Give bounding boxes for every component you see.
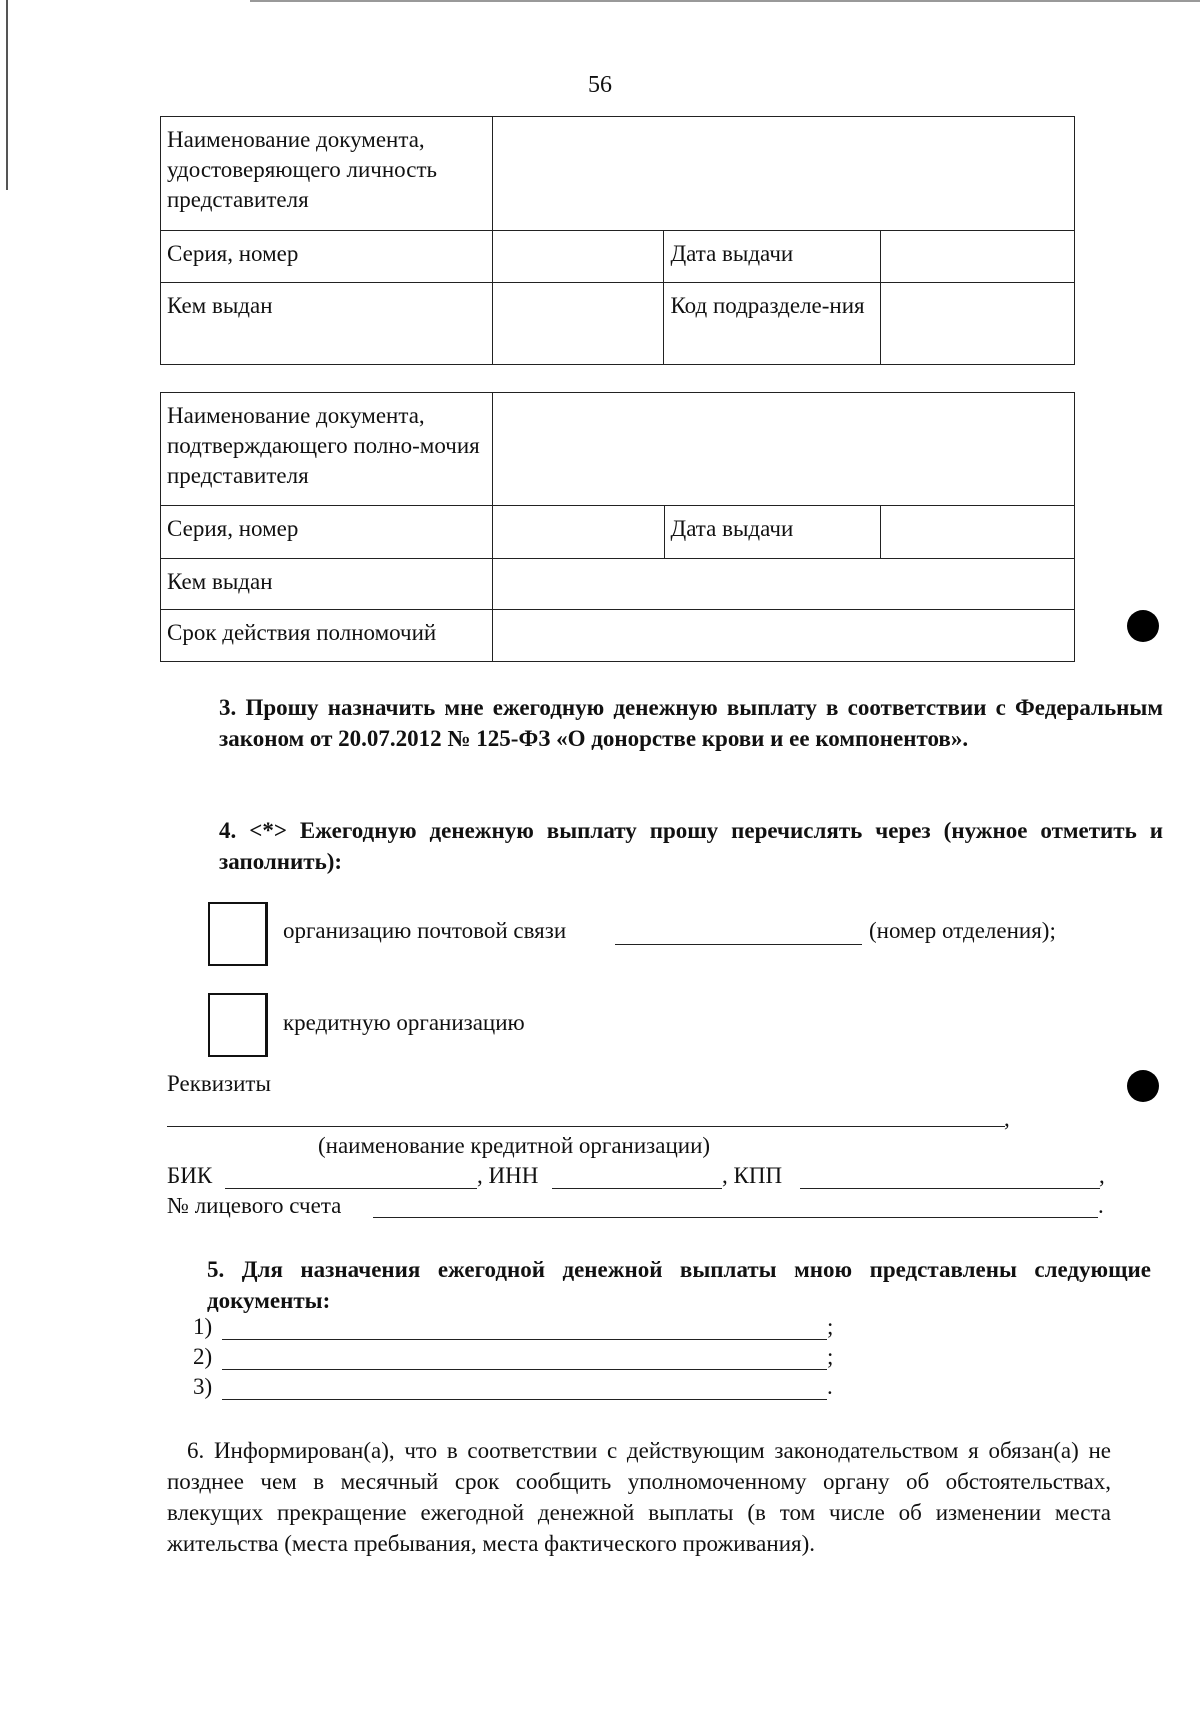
inn-label: , ИНН [477, 1163, 539, 1188]
division-code-field[interactable] [881, 283, 1075, 365]
section-3-text: 3. Прошу назначить мне ежегодную денежную выплату в соответствии с Федеральным законом от 20.07.2012 № 125-ФЗ «О донорстве крови и ее компонентов». [219, 695, 1163, 751]
section-5-text: 5. Для назначения ежегодной денежной выплаты мною представлены следующие документы: [207, 1257, 1151, 1313]
document-item-3-number: 3) [193, 1374, 213, 1399]
account-label: № лицевого счета [167, 1193, 342, 1218]
doc-name-label: Наименование документа, удостоверяющего личность представителя [161, 117, 493, 231]
bik-line[interactable] [225, 1188, 477, 1189]
kpp-line[interactable] [800, 1188, 1100, 1189]
series-number-field[interactable] [492, 231, 664, 283]
bik-label: БИК [167, 1163, 213, 1188]
account-line[interactable] [373, 1217, 1098, 1218]
section-4-text: 4. <*> Ежегодную денежную выплату прошу перечислять через (нужное отметить и заполнить): [219, 818, 1163, 874]
requisites-label: Реквизиты [167, 1071, 271, 1096]
authority-issue-date-field[interactable] [881, 506, 1075, 559]
kpp-label: , КПП [722, 1163, 783, 1188]
issue-date-label: Дата выдачи [664, 231, 881, 283]
inn-line[interactable] [552, 1188, 722, 1189]
authority-issue-date-label: Дата выдачи [664, 506, 881, 559]
bank-name-caption: (наименование кредитной организации) [318, 1133, 711, 1158]
authority-term-label: Срок действия полномочий [161, 610, 493, 662]
account-line-end: . [1098, 1193, 1104, 1218]
series-number-label: Серия, номер [161, 231, 493, 283]
doc-name-field[interactable] [492, 117, 1074, 231]
document-item-2-line[interactable] [222, 1369, 827, 1370]
credit-org-option-label: кредитную организацию [283, 1010, 525, 1035]
post-office-checkbox[interactable] [208, 902, 268, 966]
issued-by-field[interactable] [492, 283, 664, 365]
credit-org-checkbox[interactable] [208, 993, 268, 1057]
authority-doc-name-field[interactable] [492, 393, 1074, 506]
post-office-option-label: организацию почтовой связи [283, 918, 567, 943]
page-edge-top [250, 0, 1200, 2]
division-code-label: Код подразделе-ния [664, 283, 881, 365]
section-6-text: 6. Информирован(а), что в соответствии с действующим законодательством я обязан(а) не позднее чем в месячный срок сообщить уполномоченному органу об обстоятельствах, влекущих прекращение ежегодной денежной выплаты (в том числе об изменении места жительства (места пребывания, места фактического проживания). [167, 1438, 1111, 1556]
page-number: 56 [588, 72, 612, 98]
document-item-3-line[interactable] [222, 1399, 827, 1400]
issued-by-label: Кем выдан [161, 283, 493, 365]
authority-term-field[interactable] [492, 610, 1074, 662]
document-item-1-end: ; [827, 1314, 834, 1339]
bank-name-line[interactable] [167, 1126, 1005, 1127]
authority-series-number-field[interactable] [492, 506, 664, 559]
document-item-1-number: 1) [193, 1314, 213, 1339]
authority-series-number-label: Серия, номер [161, 506, 493, 559]
document-item-2-end: ; [827, 1344, 834, 1369]
bank-name-line-end: , [1004, 1106, 1010, 1131]
post-office-number-caption: (номер отделения); [869, 918, 1056, 943]
representative-id-table [160, 116, 1075, 365]
kpp-line-end: , [1099, 1163, 1105, 1188]
authority-doc-name-label: Наименование документа, подтверждающего полно-мочия представителя [161, 393, 493, 506]
document-item-3-end: . [827, 1374, 833, 1399]
document-item-2-number: 2) [193, 1344, 213, 1369]
authority-issued-by-label: Кем выдан [161, 559, 493, 610]
punch-hole-mark [1127, 610, 1159, 642]
issue-date-field[interactable] [881, 231, 1075, 283]
authority-issued-by-field[interactable] [492, 559, 1074, 610]
punch-hole-mark [1127, 1070, 1159, 1102]
document-item-1-line[interactable] [222, 1339, 827, 1340]
authority-document-table [160, 392, 1075, 662]
post-office-number-line[interactable] [615, 944, 862, 945]
